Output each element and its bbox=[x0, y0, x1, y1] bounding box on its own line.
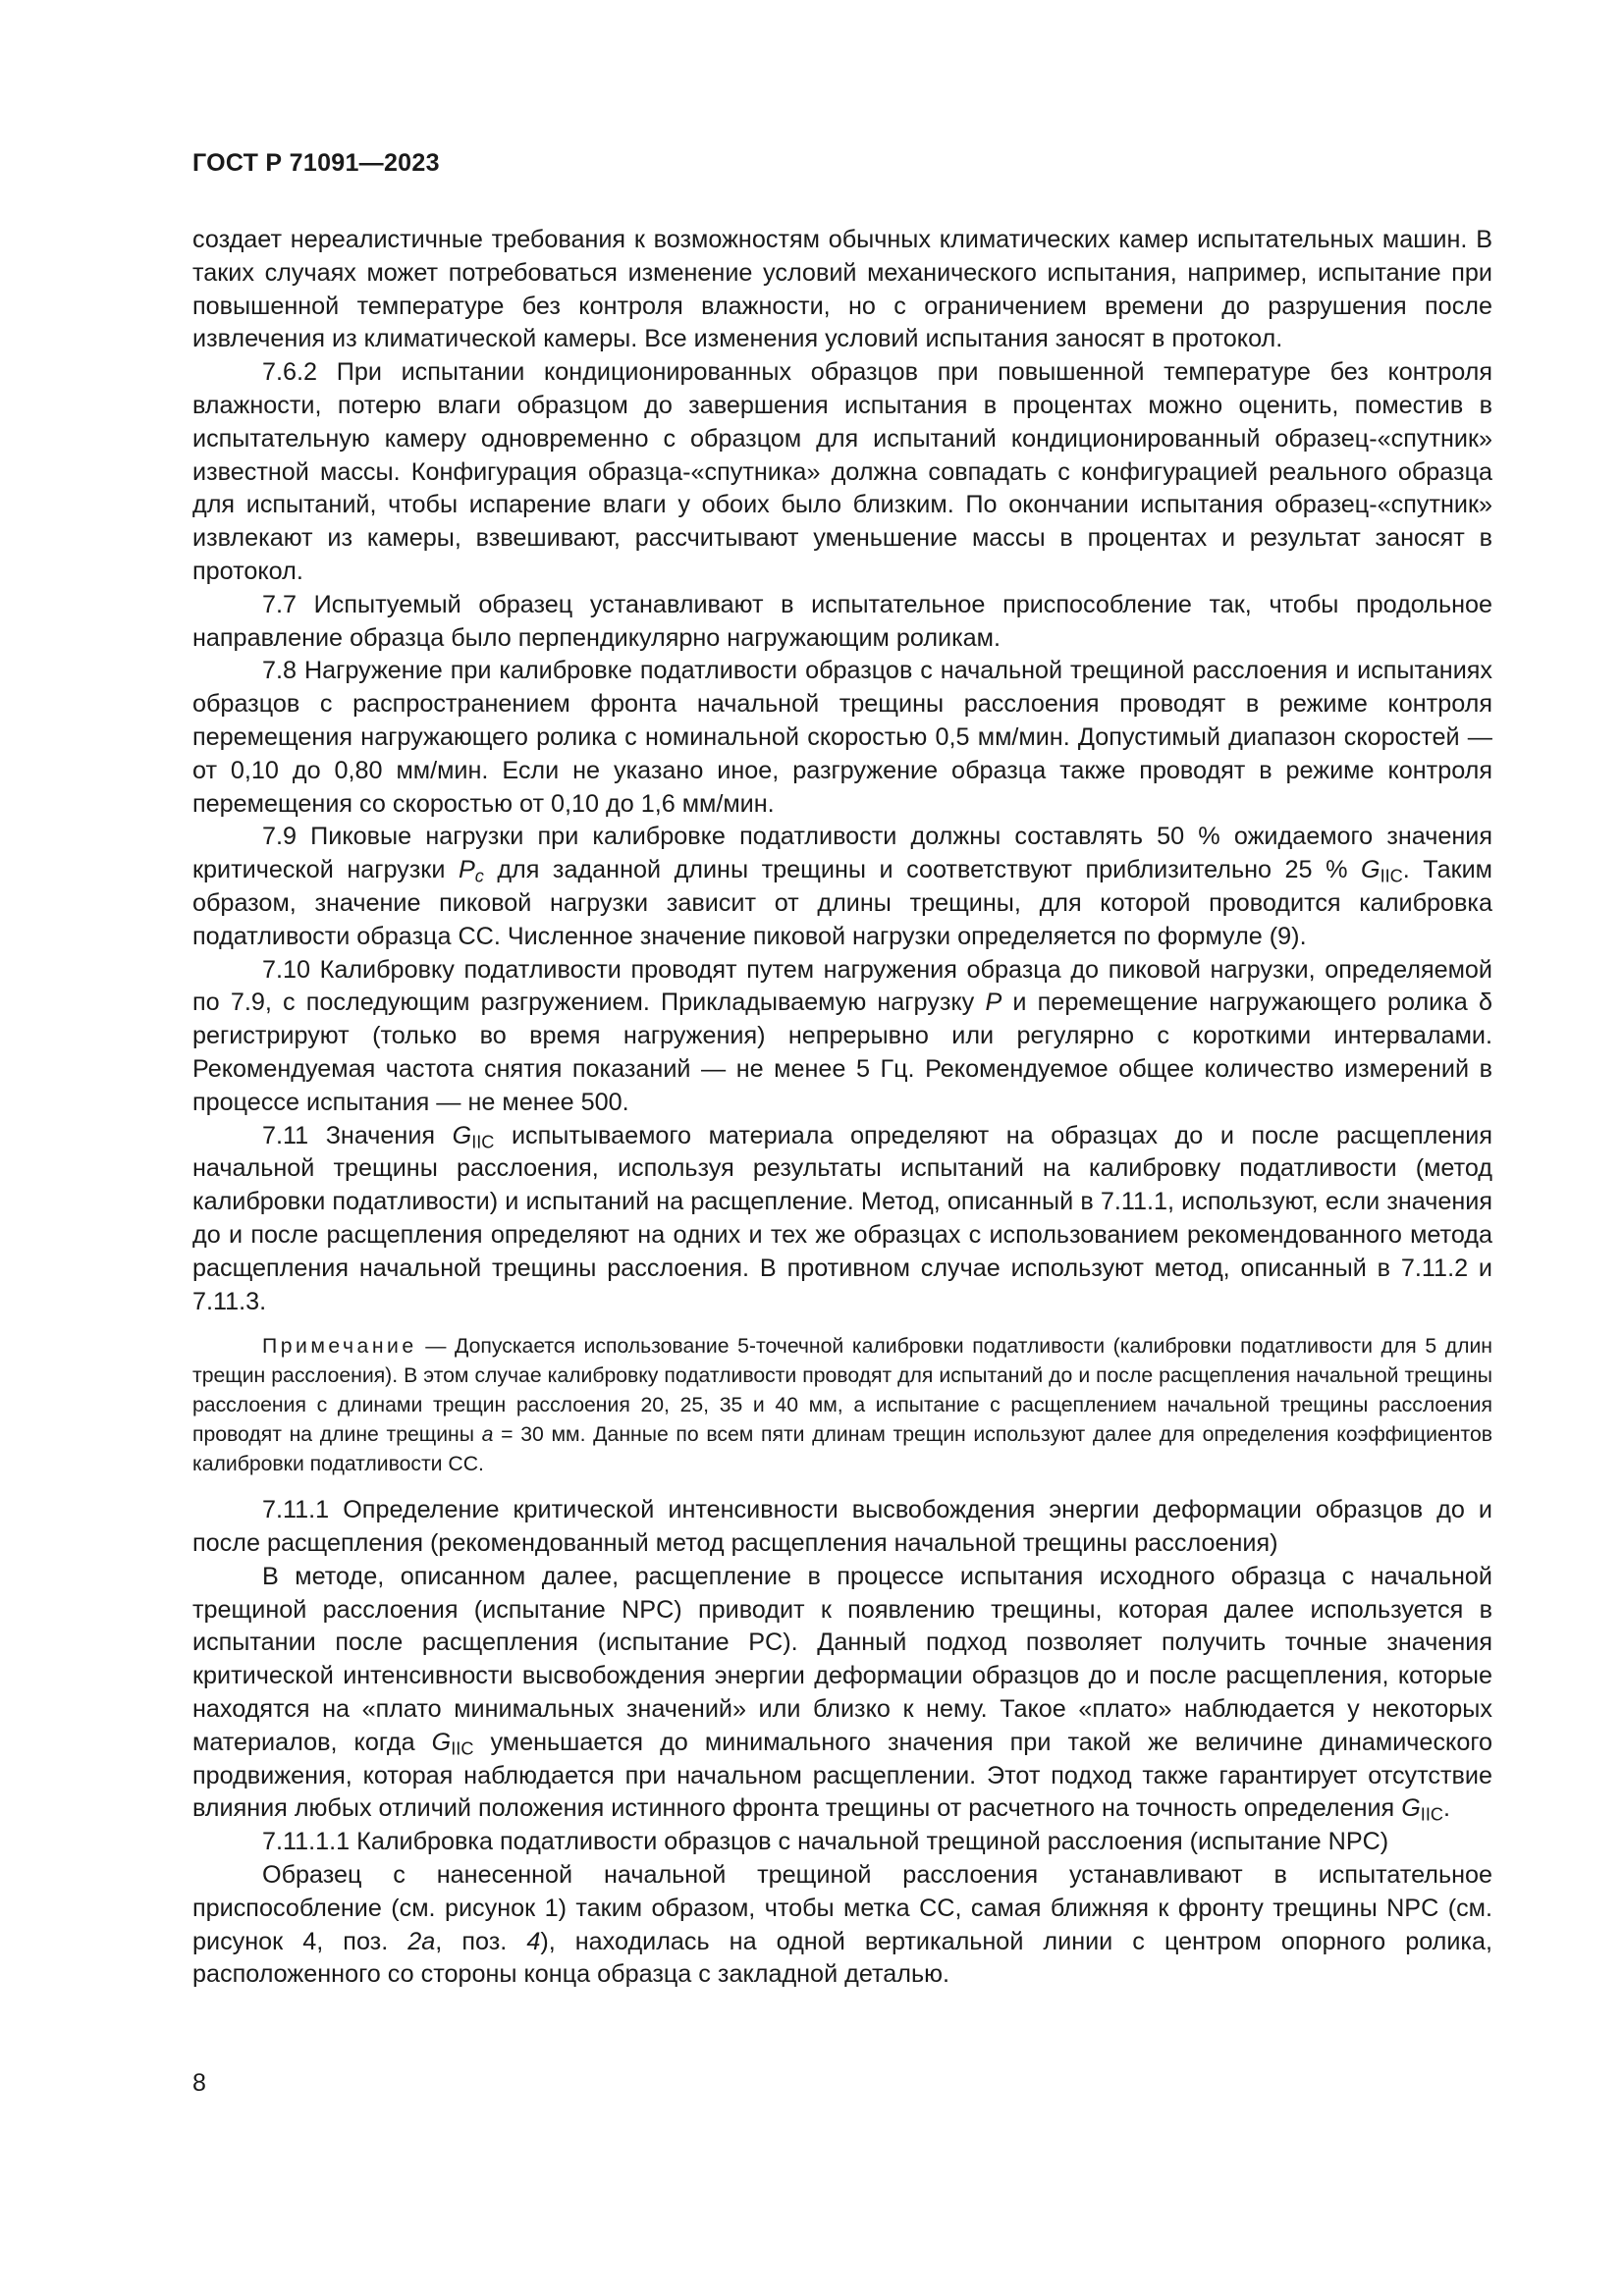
paragraph-specimen-setup: Образец с нанесенной начальной трещиной расслоения устанавливают в испытательное приспособление (см. рисунок 1) таким образом, чтобы метка СС, самая ближняя к фронту трещины NPC (см. рисунок 4, поз. 2а, поз. 4), находилась на одной вертикальной линии с центром опорного ролика, расположенного со стороны конца образца с закладной деталью. bbox=[192, 1861, 1492, 1989]
paragraph-7-11-1: 7.11.1 Определение критической интенсивности высвобождения энергии деформации образцов до и после расщепления (рекомендованный метод расщепления начальной трещины расслоения) bbox=[192, 1496, 1492, 1558]
paragraph-7-10: 7.10 Калибровку податливости проводят путем нагружения образца до пиковой нагрузки, определяемой по 7.9, с последующим разгружением. Прикладываемую нагрузку P и перемещение нагружающего ролика δ регистрируют (только во время нагружения) непрерывно или регулярно с короткими интервалами. Рекомендуемая частота снятия показаний — не менее 5 Гц. Рекомендуемое общее количество измерений в процессе испытания — не менее 500. bbox=[192, 955, 1492, 1116]
note-label: Примечание bbox=[262, 1335, 417, 1359]
document-header: ГОСТ Р 71091—2023 bbox=[192, 149, 440, 177]
paragraph-7-11: 7.11 Значения $G_{IIC}$ испытываемого материала определяют на образцах до и после расщепления начальной трещины расслоения, используя результаты испытаний на калибровку податливости (метод калибровки податливости) и испытаний на расщепление. Метод, описанный в 7.11.1, используют, если значения до и после расщепления определяют на одних и тех же образцах с использованием рекомендованного метода расщепления начальной трещины расслоения. В противном случае используют метод, описанный в 7.11.2 и 7.11.3. bbox=[192, 1121, 1492, 1315]
paragraph-7-6-2: 7.6.2 При испытании кондиционированных образцов при повышенной температуре без контроля влажности, потерю влаги образцом до завершения испытания в процентах можно оценить, поместив в испытательную камеру одновременно с образцом для испытаний кондиционированный образец-«спутник» известной массы. Конфигурация образца-«спутника» должна совпадать с конфигурацией реального образца для испытаний, чтобы испарение влаги у обоих было близким. По окончании испытания образец-«спутник» извлекают из камеры, взвешивают, рассчитывают уменьшение массы в процентах и результат заносят в протокол. bbox=[192, 358, 1492, 585]
note: Примечание — Допускается использование 5-точечной калибровки податливости (калибровки податливости для 5 длин трещин расслоения). В этом случае калибровку податливости проводят для испытаний до и после расщепления начальной трещины расслоения с длинами трещин расслоения 20, 25, 35 и 40 мм, а испытание с расщеплением начальной трещины расслоения проводят на длине трещины a = 30 мм. Данные по всем пяти длинам трещин используют далее для определения коэффициентов калибровки податливости СС. bbox=[192, 1335, 1492, 1476]
page-number: 8 bbox=[192, 2069, 206, 2097]
document-body bbox=[192, 224, 1492, 1992]
paragraph-7-11-1-1: 7.11.1.1 Калибровка податливости образцов с начальной трещиной расслоения (испытание NPC) bbox=[262, 1828, 1389, 1856]
paragraph-7-7: 7.7 Испытуемый образец устанавливают в испытательное приспособление так, чтобы продольное направление образца было перпендикулярно нагружающим роликам. bbox=[192, 590, 1492, 652]
paragraph-7-9: 7.9 Пиковые нагрузки при калибровке податливости должны составлять 50 % ожидаемого значения критической нагрузки $P_c$ для заданной длины трещины и соответствуют приблизительно 25 % $G_{IIC}$. Таким образом, значение пиковой нагрузки зависит от длины трещины, для которой проводится калибровка податливости образца СС. Численное значение пиковой нагрузки определяется по формуле (9). bbox=[192, 823, 1492, 950]
paragraph-7-8: 7.8 Нагружение при калибровке податливости образцов с начальной трещиной расслоения и испытаниях образцов с распространением фронта начальной трещины расслоения проводят в режиме контроля перемещения нагружающего ролика с номинальной скоростью 0,5 мм/мин. Допустимый диапазон скоростей — от 0,10 до 0,80 мм/мин. Если не указано иное, разгружение образца также проводят в режиме контроля перемещения со скоростью от 0,10 до 1,6 мм/мин. bbox=[192, 657, 1492, 818]
paragraph-continuation: создает нереалистичные требования к возможностям обычных климатических камер испытательных машин. В таких случаях может потребоваться изменение условий механического испытания, например, испытание при повышенной температуре без контроля влажности, но с ограничением времени до разрушения после извлечения из климатической камеры. Все изменения условий испытания заносят в протокол. bbox=[192, 226, 1492, 353]
paragraph-method: В методе, описанном далее, расщепление в процессе испытания исходного образца с начальной трещиной расслоения (испытание NPC) приводит к появлению трещины, которая далее используется в испытании после расщепления (испытание PC). Данный подход позволяет получить точные значения критической интенсивности высвобождения энергии деформации образцов до и после расщепления, которые находятся на «плато минимальных значений» или близко к нему. Такое «плато» наблюдается у некоторых материалов, когда $G_{IIC}$ уменьшается до минимального значения при такой же величине динамического продвижения, которая наблюдается при начальном расщеплении. Этот подход также гарантирует отсутствие влияния любых отличий положения истинного фронта трещины от расчетного на точность определения $G_{IIC}$. bbox=[192, 1562, 1492, 1825]
